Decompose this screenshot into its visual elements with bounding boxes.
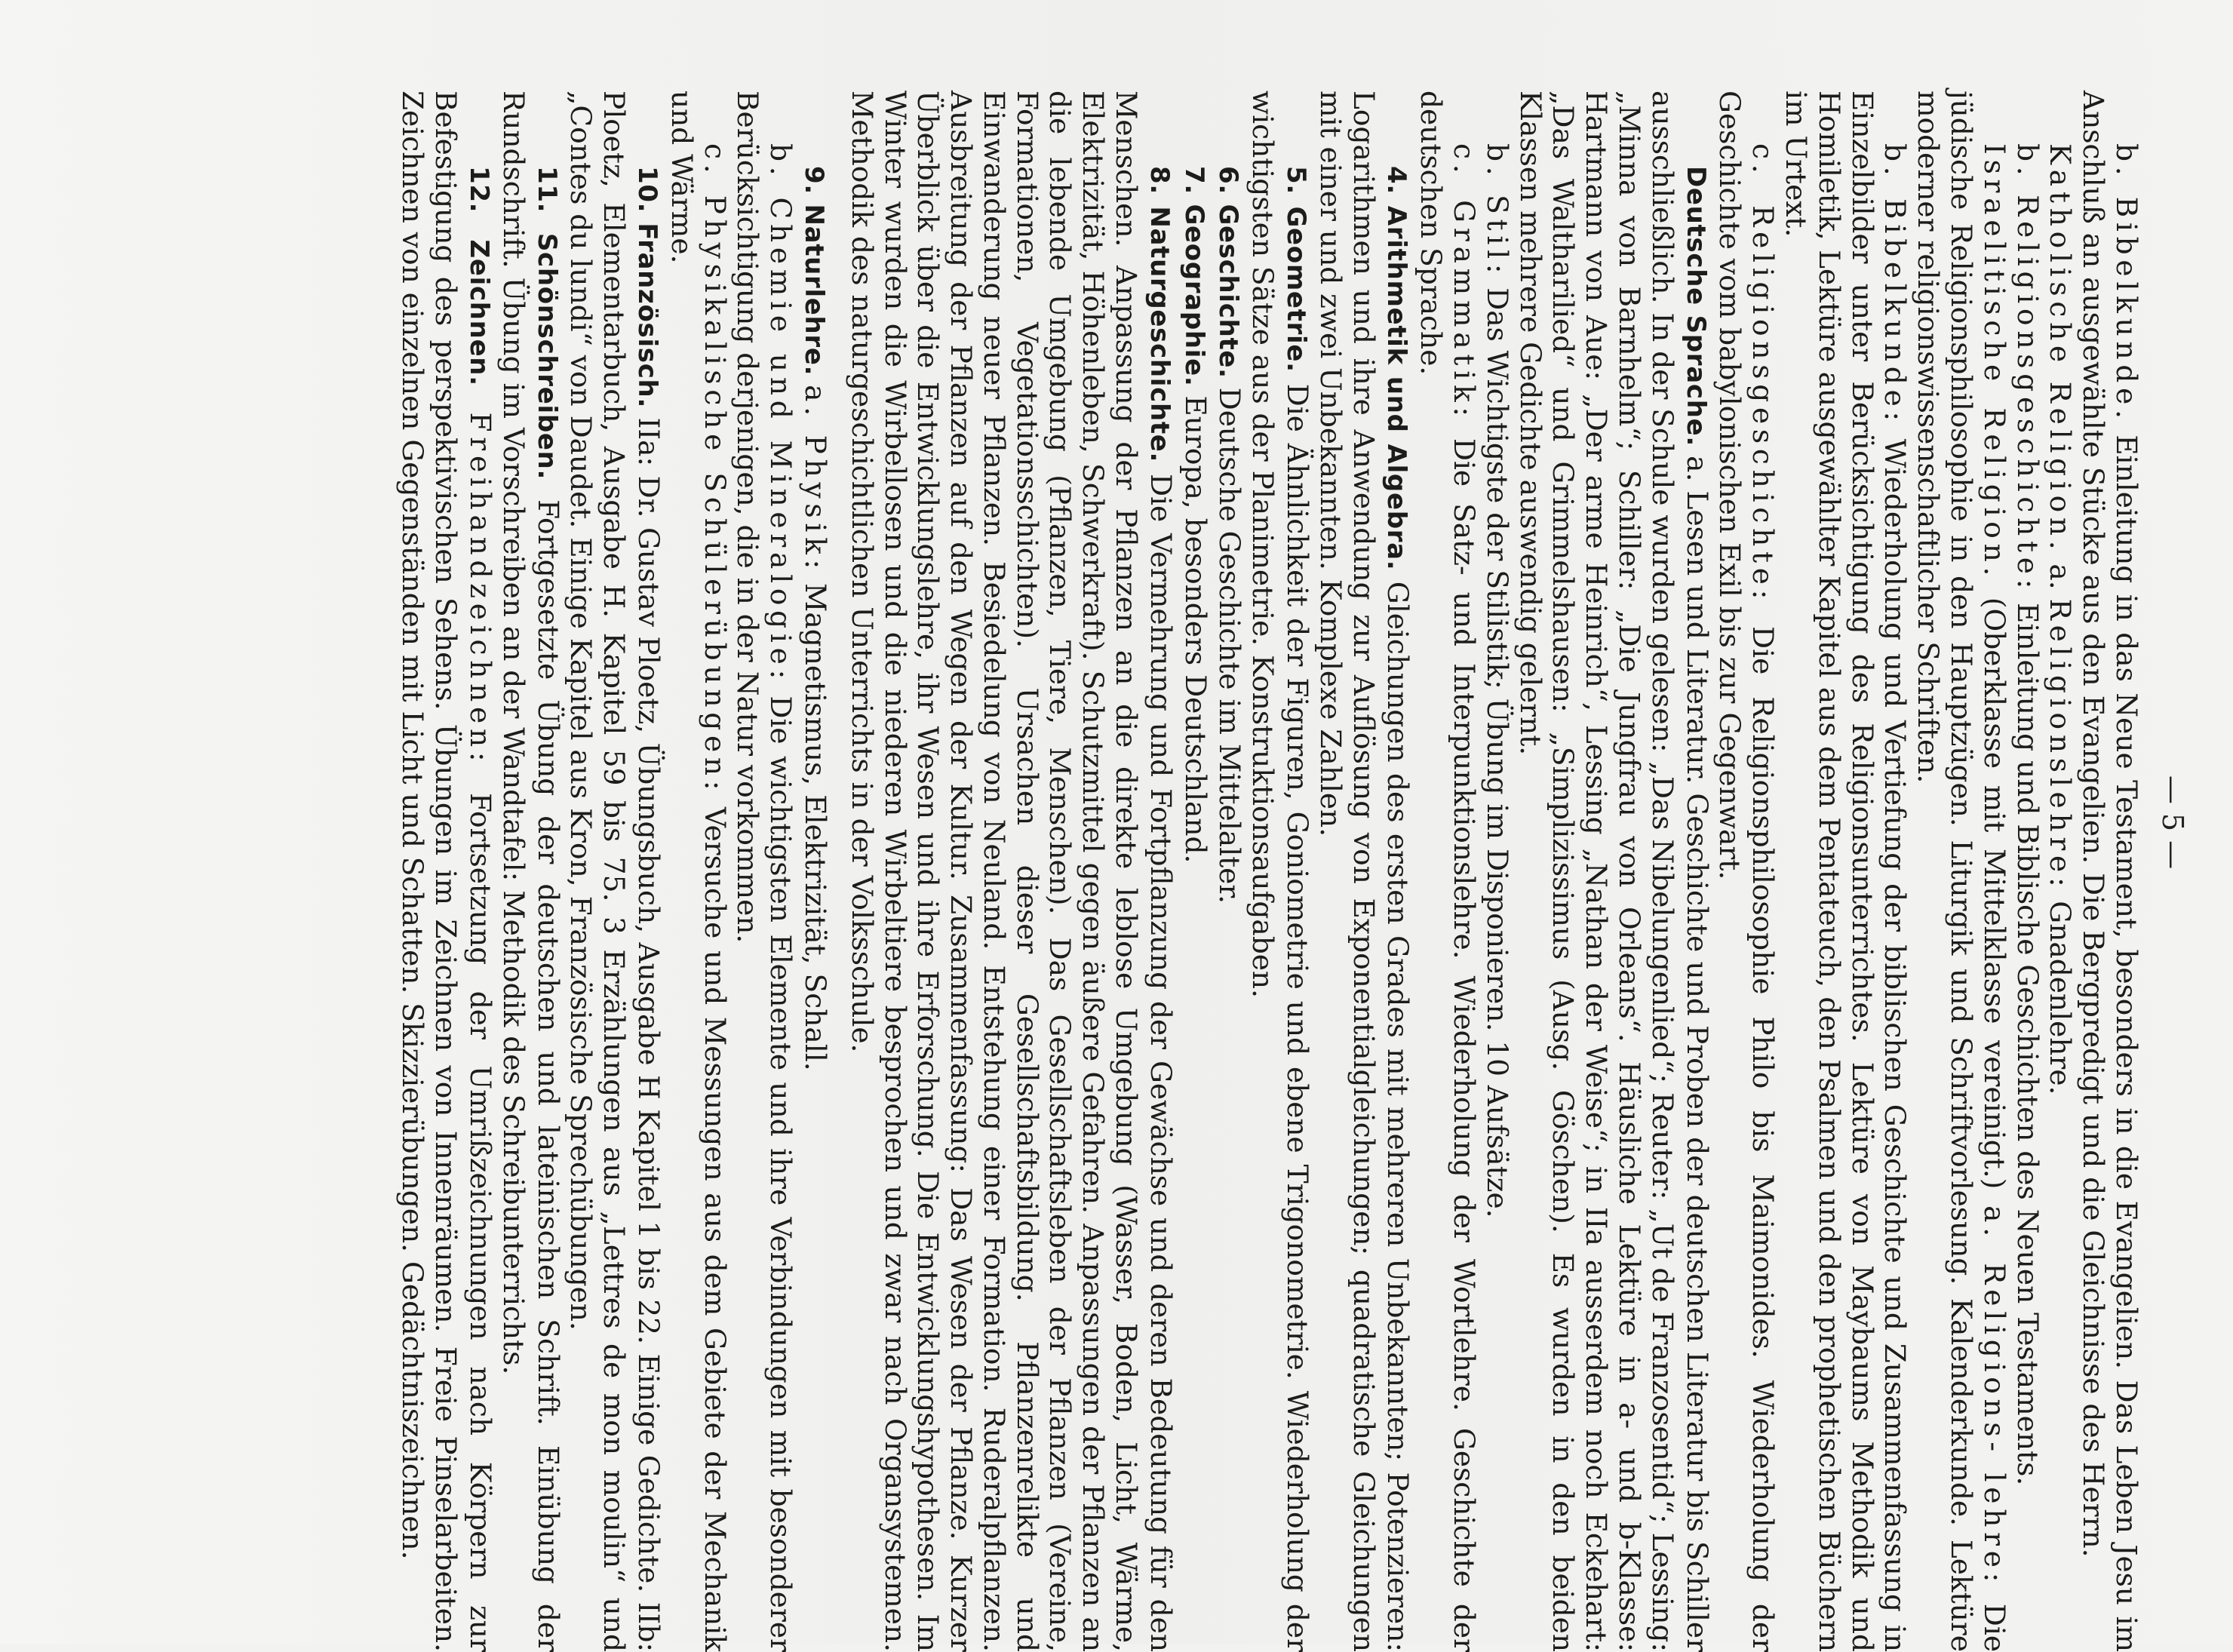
label-religionslehre-isr-a: a. Religions- [1977, 1205, 2011, 1457]
paragraph-deutsche-sprache [1513, 91, 1713, 1652]
text-geschichte: Deutsche Geschichte im Mittelalter. [1213, 387, 1247, 904]
text-arithmetik: Gleichungen des ersten Grades mit mehreren Unbekannten; Potenzieren: Logarithmen und ihre Anwendung zur Auflösung von Exponentialgleichungen; quadratische Gleichungen mit einer und zwei Unbekannten. Komplexe Zahlen. [1313, 91, 1415, 1652]
paragraph-israelitische-religion [1911, 91, 2010, 1652]
heading-geschichte: 6. Geschichte. [1213, 166, 1244, 379]
paragraph-naturgeschichte [845, 91, 1177, 1652]
label-physikalische-uebungen: c. Physikalische Schülerübungen: [698, 143, 732, 796]
paragraph-religionsgeschichte-isr [1713, 91, 1780, 1652]
label-religionsgeschichte-isr: c. Religionsgeschichte: [1746, 143, 1780, 605]
paragraph-franzoesisch [564, 91, 665, 1652]
paragraph-stil [1480, 91, 1513, 1652]
paragraph-zeichnen [396, 91, 496, 1652]
text-physikalische-uebungen: Versuche und Messungen aus dem Gebiete der Mechanik und Wärme. [665, 91, 732, 1652]
text-religionsgeschichte-isr: Die Religionsphilosophie Philo bis Maimonides. Wiederholung der Geschichte vom babylonischen Exil bis zur Gegenwart. [1713, 91, 1780, 1652]
heading-franzoesisch: 10. Französisch. [631, 166, 662, 409]
label-grammatik: c. Grammatik: [1448, 143, 1482, 422]
label-bibelkunde: b. Bibelkunde. [2110, 143, 2143, 424]
heading-katholische-religion [2044, 91, 2077, 1652]
text-religionslehre: Gnadenlehre. [2044, 901, 2078, 1095]
heading-geometrie: 5. Geometrie. [1281, 166, 1312, 373]
heading-naturgeschichte: 8. Naturgeschichte. [1144, 166, 1175, 463]
text-religionslehre-isr: Die jüdische Religionsphilosophie in den Hauptzügen. Liturgik und Schriftvorlesung. Kalenderkunde. Lektüre moderner religionswissenschaftlicher Schriften. [1912, 91, 2011, 1652]
section-gap [831, 91, 845, 1652]
heading-israelitische-religion: Israelitische Religion. [1977, 143, 2011, 582]
label-stil: b. Stil: [1480, 143, 1514, 279]
paragraph-geometrie [1246, 91, 1313, 1652]
text-franzoesisch: IIa: Dr. Gustav Ploetz, Übungsbuch, Ausgabe H Kapitel 1 bis 22. Einige Gedichte. IIb: Ploetz, Elementarbuch, Ausgabe H. Kapitel 59 bis 75. 3 Erzählungen aus „Lettres de mon moulin“ und „Contes du lundi“ von Daudet. Einige Kapitel aus Kron, Französische Sprechübungen. [564, 91, 665, 1652]
paragraph-chemie [731, 91, 797, 1652]
heading-zeichnen: 12. Zeichnen. [463, 166, 494, 386]
text-chemie: Die wichtigsten Elemente und ihre Verbindungen mit besonderer Berücksichtigung derjenigen, die in der Natur vorkommen. [731, 91, 798, 1652]
label-religionsgeschichte-kath: b. Religionsgeschichte: [2010, 143, 2044, 594]
label-physik: a. Physik: [798, 385, 832, 575]
paragraph-schoenschreiben [496, 91, 564, 1652]
label-religionslehre-isr-b: lehre: [1977, 1472, 2011, 1588]
text-schoenschreiben: Fortgesetzte Übung der deutschen und lateinischen Schrift. Einübung der Rundschrift. Übung im Vorschreiben an der Wandtafel: Methodik des Schreibunterrichts. [496, 91, 565, 1652]
page-number: — 5 — [2156, 775, 2189, 870]
label-bibelkunde-isr: b. Bibelkunde: [1878, 143, 1912, 426]
paragraph-bibelkunde-isr [1779, 91, 1911, 1652]
text-religionsgeschichte-kath: Einleitung und Biblische Geschichten des Neuen Testaments. [2010, 603, 2044, 1486]
text-bibelkunde: Einleitung in das Neue Testament, besonders in die Evangelien. Das Leben Jesu im Anschluß an ausgewählte Stücke aus den Evangelien. Die Bergpredigt und die Gleichnisse des Herrn. [2077, 91, 2143, 1652]
paragraph-physikalische-uebungen [665, 91, 731, 1652]
text-bibelkunde-isr: Wiederholung und Vertiefung der biblischen Geschichte und Zusammenfassung in Einzelbilder unter Berücksichtigung des Religionsunterrichtes. Lektüre von Maybaums Methodik und Homiletik, Lektüre ausgewählter Kapitel aus dem Pentateuch, den Psalmen und den prophetischen Büchern im Urtext. [1780, 91, 1912, 1652]
label-freihandzeichnen: Freihandzeichnen: [463, 412, 497, 767]
text-physik: Magnetismus, Elektrizität, Schall. [798, 582, 832, 1071]
marker-religionslehre: a. [2044, 563, 2078, 590]
paragraph-arithmetik [1313, 91, 1414, 1652]
text-deutsche-sprache: a. Lesen und Literatur. Geschichte und Proben der deutschen Literatur bis Schiller ausschließlich. In der Schule wurden gelesen: „Das Nibelungenlied“; Reuter: „Ut de Franzosentid“; Lessing: „Minna von Barnhelm“; Schiller: „Die Jungfrau von Orleans“. Häusliche Lektüre in a- und b-Klasse: Hartmann von Aue: „Der arme Heinrich“, Lessing „Nathan der Weise“; in IIa ausserdem noch Eckehart: „Das Waltharilied“ und Grimmelshausen: „Simplizissimus (Ausg. Göschen). Es wurden in den beiden Klassen mehrere Gedichte auswendig gelernt. [1513, 91, 1714, 1652]
heading-arithmetik: 4. Arithmetik und Algebra. [1381, 166, 1412, 571]
heading-deutsche-sprache: Deutsche Sprache. [1680, 166, 1711, 447]
text-geometrie: Die Ähnlichkeit der Figuren, Goniometrie und ebene Trigonometrie. Wiederholung der wichtigsten Sätze aus der Planimetrie. Konstruktionsaufgaben. [1246, 91, 1315, 1652]
text-israelitische-note: (Oberklasse mit Mittelklasse vereinigt.) [1977, 597, 2011, 1190]
paragraph-geschichte [1212, 91, 1246, 1652]
label-chemie: b. Chemie und Mineralogie: [764, 143, 798, 685]
label-religionslehre: Religionslehre: [2044, 598, 2078, 892]
text-naturgeschichte: Die Vermehrung und Fortpflanzung der Gewächse und deren Bedeutung für den Menschen. Anpassung der Pflanzen an die direkte leblose Umgebung (Wasser, Boden, Licht, Wärme, Elektrizität, Höhenleben, Schwerkraft). Schutzmittel gegen äußere Gefahren. Anpassungen der Pflanzen an die lebende Umgebung (Pflanzen, Tiere, Menschen). Das Gesellschaftsleben der Pflanzen (Vereine, Formationen, Vegetationsschichten). Ursachen dieser Gesellschaftsbildung. Pflanzenrelikte und Einwanderung neuer Pflanzen. Besiedelung von Neuland. Entstehung einer Formation. Ruderalpflanzen. Ausbreitung der Pflanzen auf den Wegen der Kultur. Zusammenfassung: Das Wesen der Pflanze. Kurzer Überblick über die Entwicklungslehre, ihr Wesen und ihre Erforschung. Die Entwicklungshypothesen. Im Winter wurden die Wirbellosen und die niederen Wirbeltiere besprochen und zwar nach Organsystemen. Methodik des naturgeschichtlichen Unterrichts in der Volksschule. [845, 91, 1178, 1652]
heading-geographie: 7. Geographie. [1178, 166, 1209, 387]
document-body [396, 91, 2142, 1652]
text-geographie: Europa, besonders Deutschland. [1178, 395, 1212, 864]
paragraph-bibelkunde [2076, 91, 2142, 1652]
paragraph-religionsgeschichte-kath [2010, 91, 2044, 1652]
heading-katholische-religion-text: Katholische Religion. [2044, 143, 2078, 555]
text-stil: Das Wichtigste der Stilistik; Übung im Disponieren. 10 Aufsätze. [1480, 287, 1514, 1218]
text-grammatik: Die Satz- und Interpunktionslehre. Wiederholung der Wortlehre. Geschichte der deutschen Sprache. [1414, 91, 1482, 1652]
paragraph-grammatik [1414, 91, 1480, 1652]
paragraph-naturlehre [797, 91, 831, 1652]
heading-schoenschreiben: 11. Schönschreiben. [531, 166, 562, 481]
text-zeichnen: Fortsetzung der Umrißzeichnungen nach Körpern zur Befestigung des perspektivischen Sehens. Übungen im Zeichnen von Innenräumen. Freie Pinselarbeiten. Zeichnen von einzelnen Gegenständen mit Licht und Schatten. Skizzierübungen. Gedächtniszeichnen. [396, 91, 497, 1652]
heading-naturlehre: 9. Naturlehre. [798, 166, 829, 376]
paragraph-geographie [1177, 91, 1212, 1652]
